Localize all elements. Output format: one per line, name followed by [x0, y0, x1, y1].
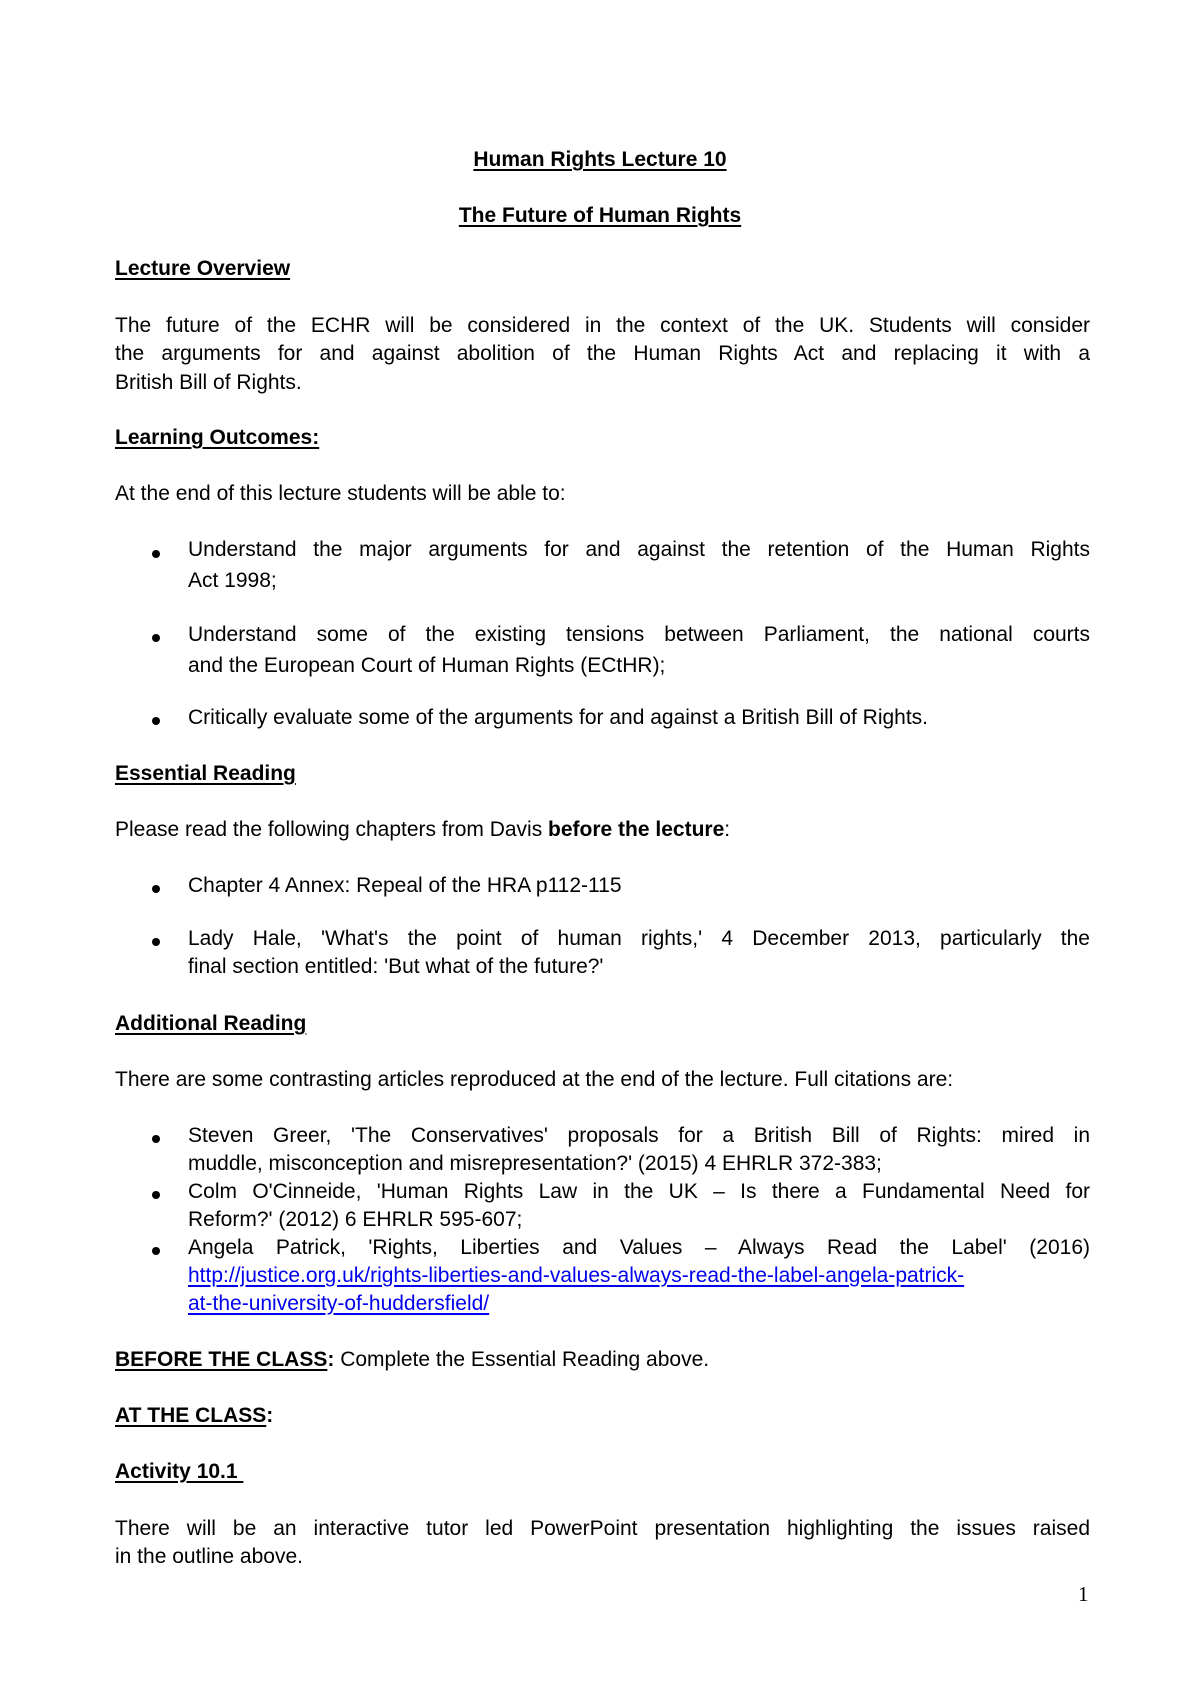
- bullet-icon: [152, 1247, 160, 1255]
- at-class: AT THE CLASS:: [115, 1404, 274, 1427]
- bullet-icon: [152, 634, 160, 642]
- essential-item: Lady Hale, 'What's the point of human rights,' 4 December 2013, particularly the: [188, 927, 1090, 950]
- essential-heading: Essential Reading: [115, 762, 296, 785]
- outcome-item: Critically evaluate some of the arguments for and against a British Bill of Rights.: [188, 706, 929, 729]
- overview-line: the arguments for and against abolition of the Human Rights Act and replacing it with a: [115, 342, 1090, 365]
- overview-heading: Lecture Overview: [115, 257, 291, 280]
- overview-line: British Bill of Rights.: [115, 371, 302, 394]
- outcome-item-cont: and the European Court of Human Rights (ECtHR);: [188, 654, 666, 677]
- outcomes-heading: Learning Outcomes:: [115, 426, 320, 449]
- additional-intro: There are some contrasting articles reproduced at the end of the lecture. Full citations are:: [115, 1068, 954, 1091]
- outcome-item-cont: Act 1998;: [188, 569, 277, 592]
- bullet-icon: [152, 885, 160, 893]
- additional-item-cont: muddle, misconception and misrepresentation?' (2015) 4 EHRLR 372-383;: [188, 1152, 882, 1175]
- outcomes-intro: At the end of this lecture students will be able to:: [115, 482, 566, 505]
- additional-item: Colm O'Cinneide, 'Human Rights Law in the UK – Is there a Fundamental Need for: [188, 1180, 1090, 1203]
- bullet-icon: [152, 938, 160, 946]
- article-link-cont[interactable]: at-the-university-of-huddersfield/: [188, 1292, 490, 1315]
- document-subtitle: The Future of Human Rights: [458, 204, 742, 227]
- activity-line: There will be an interactive tutor led PowerPoint presentation highlighting the issues raised: [115, 1517, 1090, 1540]
- activity-line: in the outline above.: [115, 1545, 303, 1568]
- additional-heading: Additional Reading: [115, 1012, 307, 1035]
- page-number: 1: [1078, 1582, 1089, 1606]
- document-title: Human Rights Lecture 10: [473, 148, 727, 171]
- bullet-icon: [152, 717, 160, 725]
- article-link[interactable]: http://justice.org.uk/rights-liberties-and-values-always-read-the-label-angela-patrick-: [188, 1264, 965, 1287]
- outcome-item: Understand some of the existing tensions between Parliament, the national courts: [188, 623, 1090, 646]
- overview-line: The future of the ECHR will be considered in the context of the UK. Students will consider: [115, 314, 1090, 337]
- outcome-item: Understand the major arguments for and against the retention of the Human Rights: [188, 538, 1090, 561]
- bullet-icon: [152, 550, 160, 558]
- activity-heading: Activity 10.1: [115, 1460, 244, 1483]
- essential-intro: Please read the following chapters from Davis before the lecture:: [115, 818, 731, 841]
- before-class: BEFORE THE CLASS: Complete the Essential Reading above.: [115, 1348, 710, 1371]
- essential-item-cont: final section entitled: 'But what of the future?': [188, 955, 604, 978]
- additional-item-cont: Reform?' (2012) 6 EHRLR 595-607;: [188, 1208, 523, 1231]
- additional-item: Angela Patrick, 'Rights, Liberties and Values – Always Read the Label' (2016): [188, 1236, 1090, 1259]
- bullet-icon: [152, 1135, 160, 1143]
- bullet-icon: [152, 1191, 160, 1199]
- additional-item: Steven Greer, 'The Conservatives' proposals for a British Bill of Rights: mired in: [188, 1124, 1090, 1147]
- essential-item: Chapter 4 Annex: Repeal of the HRA p112-115: [188, 874, 622, 897]
